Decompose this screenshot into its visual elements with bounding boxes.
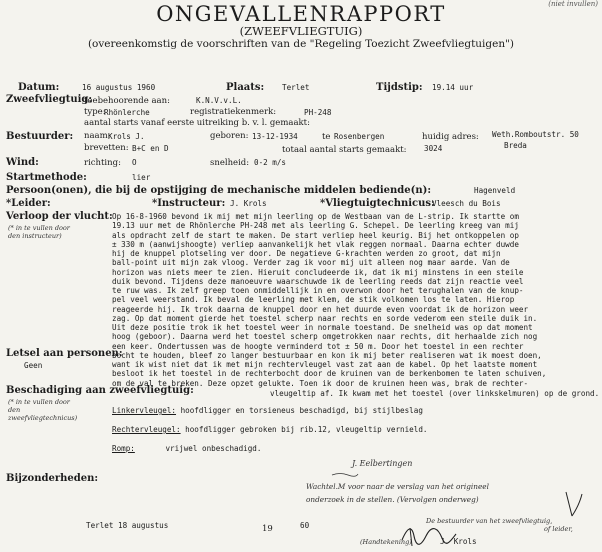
signature-underline [330,470,360,478]
vliegtuigtechnicus-label: *Vliegtuigtechnicus: [320,198,435,209]
verloop-line: want ik wist niet dat ik met mijn rechtervleugel vast zat aan de kabel. Op het laatste moment [112,360,538,369]
schade-item-linkervleugel [112,406,423,415]
verloop-line: als opdracht zelf de start te maken. De start verliep heel keurig. Bij het ontkoppelen op [112,230,519,240]
report-title: ONGEVALLENRAPPORT [156,2,446,26]
adres-value: Weth.Romboutstr. 50 [492,130,579,139]
richting-value: O [132,158,137,167]
schade-item-rechtervleugel [112,425,427,434]
schade-label: Beschadiging aan zweefvliegtuig: [6,385,194,396]
corner-note: (niet invullen) [548,0,598,8]
verloop-line: hoog (geboor). Daarna werd het toestel scherp omgetrokken naar rechts, dit herhaalde zich nog [112,332,538,342]
handwritten-note-1: Wachtel.M voor naar de verslag van het origineel [306,482,489,491]
schade-item-desc: hoofdligger gebroken bij rib.12, vleugeltip vernield. [185,425,428,434]
tijdstip-value: 19.14 uur [432,83,474,92]
footer-handtekening-label: (Handtekening) [360,538,412,546]
geboren-value: 13-12-1934 [252,132,298,141]
snelheid-value: 0-2 m/s [254,158,287,167]
tijdstip-label: Tijdstip: [376,82,423,93]
handwritten-signature-mark [398,522,458,550]
plaats-label: Plaats: [226,82,265,93]
footer-year: 60 [300,521,310,530]
verloop-last-line: vleugeltip af. Ik kwam met het toestel (over linkskelmuren) op de grond. [270,389,600,398]
adres-city: Breda [504,141,527,150]
owner-value: K.N.V.v.L. [196,96,242,105]
startmethode-label: Startmethode: [6,172,87,183]
letsel-value: Geen [24,361,43,370]
verloop-line: Uit deze positie trok ik het toestel weer in normale toestand. De snelheid was op dat moment [112,323,533,332]
schade-item-name: Romp: [112,444,135,453]
footer-leider-label: of leider, [544,525,573,533]
richting-label: richting: [84,158,121,168]
verloop-note: (* in te vullen door den instructeur) [8,224,70,240]
naam-value: Krols J. [108,132,145,141]
totaal-starts-label: totaal aantal starts gemaakt: [282,145,407,155]
verloop-line: duik bevond. Tijdens deze manoeuvre waarschuwde ik de leerling reeds dat zijn reactie veel [112,276,524,286]
registratie-label: registratiekenmerk: [190,107,277,117]
footer-name: J. Krols [440,537,477,546]
letsel-label: Letsel aan personen: [6,348,123,359]
verloop-label: Verloop der vlucht: [6,211,113,222]
instructeur-label: *Instructeur: [152,198,226,209]
geboren-label: geboren: [210,131,249,141]
te-label: te [322,132,331,142]
startmethode-value: lier [132,173,151,182]
verloop-line: ball-point uit mijn zak vloog. Verder zag ik voor mij uit alleen nog maar aarde. Van de [112,258,510,268]
schade-item-romp [112,444,261,453]
verloop-line: Op 16-8-1960 bevond ik mij met mijn leerling op de Westbaan van de L-strip. Ik startte om [112,212,519,221]
schade-note: (* in te vullen door den zweefvliegtechnicus) [8,398,78,422]
verloop-line: pel veel weerstand. Ik beval de leerling met klem, de stik volkomen los te laten. Hierop [112,295,515,305]
adres-label: huidig adres: [422,132,479,142]
owner-label: toebehoorende aan: [84,96,170,106]
schade-item-desc: hoofdligger en torsieneus beschadigd, bij stijlbeslag [180,406,423,415]
brevetten-value: B+C en D [132,144,169,153]
regulation-subtitle: (overeenkomstig de voorschriften van de "Regeling Toezicht Zweefvliegtuigen") [87,38,515,50]
footer-bestuurder-label: De bestuurder van het zweefvliegtuig, [426,517,553,525]
verloop-line: zag. Op dat moment gierde het toestel scherp naar rechts en sorde vederom een steile duik in. [112,313,538,323]
vliegtuigtechnicus-value: Vleesch du Bois [432,199,501,208]
persoon-value: Hagenveld [474,186,516,195]
datum-value: 16 augustus 1960 [82,83,156,92]
verloop-text [112,212,546,388]
naam-label: naam: [84,131,111,141]
schade-item-desc: vrijwel onbeschadigd. [165,444,262,453]
verloop-line: hij de knuppel plotseling ver door. De negatieve G-krachten werden zo groot, dat mijn [112,249,501,258]
snelheid-label: snelheid: [210,158,250,168]
verloop-line: een keer. Ondertussen was de hoogte verminderd tot ± 50 m. Door het toestel in een rechter [112,341,524,351]
report-subtitle: (ZWEEFVLIEGTUIG) [239,24,363,38]
footer-year-prefix: 19 [262,524,273,534]
type-value: Rhönlerche [104,108,150,117]
verloop-line: 19.13 uur met de Rhönlerche PH-248 met als leerling G. Schepel. De leerling kreeg van mij [112,221,519,231]
verloop-line: horizon was niets meer te zien. Hieruit concludeerde ik, dat ik mij minstens in een steile [112,267,524,277]
verloop-line: ± 330 m (aanwijshoogte) verliep aanvankelijk het vlak reggen normaal. Daarna echter duwde [112,239,519,249]
zweefvliegtuig-label: Zweefvliegtuig: [6,94,93,105]
verloop-line: besloot ik het toestel in de rechterbocht door de kruinen van de berkenbomen te laten schuiven, [112,369,547,379]
leider-label: *Leider: [6,198,51,209]
persoon-label: Persoon(onen), die bij de opstijging de mechanische middelen bediende(n): [6,185,432,196]
handwritten-mark [562,488,586,520]
schade-item-name: Linkervleugel: [112,406,177,415]
wind-label: Wind: [6,157,39,168]
instructeur-value: J. Krols [230,199,267,208]
verloop-line: bocht te houden, bleef zo langer bestuurbaar en kon ik mij beter realiseren wat ik moest doen, [112,350,542,360]
schade-item-name: Rechtervleugel: [112,425,181,434]
bijzonderheden-label: Bijzonderheden: [6,473,99,484]
type-label: type: [84,107,106,117]
verloop-line: reageerde hij. Ik trok daarna de knuppel door en het duurde even voordat ik de horizon weer [112,304,529,314]
registratie-value: PH-248 [304,108,332,117]
handwritten-note-2: onderzoek in de stellen. (Vervolgen onderweg) [306,495,479,504]
verloop-line: te ruw was. Ik zelf greep toen onmiddellijk in en overwon door het terughalen van de knup- [112,286,524,295]
handwritten-signature: J. Eelbertingen [352,459,413,468]
verloop-line: om de val te breken. Deze opzet gelukte. Toen ik door de kruinen heen was, brak de rechter- [112,378,529,388]
te-value: Rosenbergen [334,132,385,141]
plaats-value: Terlet [282,83,310,92]
footer-place-date: Terlet 18 augustus [86,521,169,530]
starts-label: aantal starts vanaf eerste uitreiking b. v. l. gemaakt: [84,118,310,128]
bestuurder-label: Bestuurder: [6,131,74,142]
totaal-starts-value: 3024 [424,144,443,153]
datum-label: Datum: [18,82,60,93]
brevetten-label: brevetten: [84,143,129,153]
